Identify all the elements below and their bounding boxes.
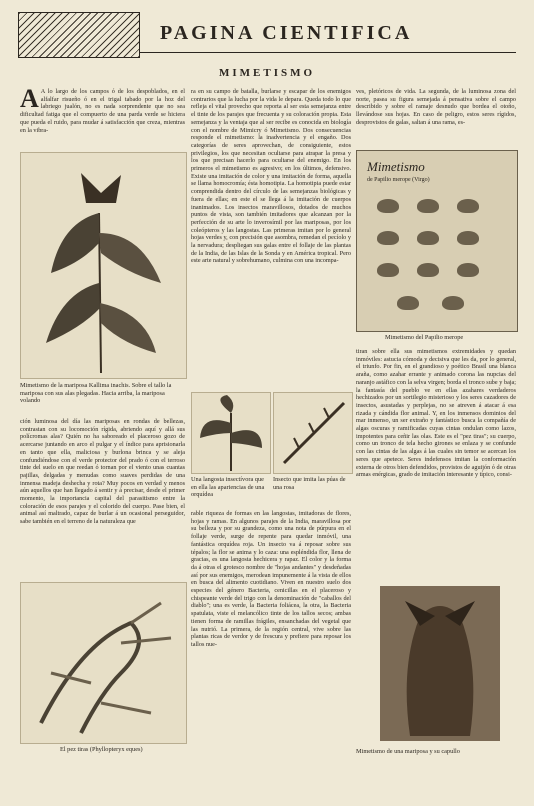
butterfly-icon — [417, 199, 439, 213]
drop-cap: A — [20, 88, 39, 113]
pez-tiras-illustration — [20, 582, 187, 744]
papilio-merope-plate — [356, 150, 518, 332]
column-1-text: A lo largo de los campos ó de los despoblados, en el alfalfar risueño ó en el trigal tabado por la hoz del labriego jualón, no es nada sorprendente que no sea dificultad fatiga que el compuerto de una parda verde se hiciera que pueda el ruido, para mudar á satisfacción que creza, mientras en la vibra- — [20, 88, 185, 134]
butterfly-icon — [397, 296, 419, 310]
butterfly-icon — [377, 231, 399, 245]
column-2-bottom: rable riqueza de formas en las langostas, imitadoras de flores, hojas y ramas. En algunos parajes de la India, maravillosa por su belleza y por su grandeza, como una nota de púrpura en el follaje verde, surge de repente para quedar inmóvil, una fantástica orquídea roja. Un insecto va á reposar sobre sus tépalos; la flor se anima y lo caza: una espléndida flor, llena de gracias, es una langosta hechicera y rapaz. El color y la forma da á otras el grotesco nombre de "hojas andantes" y desdeñadas así por sus enemigos, merodean impunemente á la vista de ellos en busca del alimento cuotidiano. Viven en nuestro suelo dos especies del género Bacteria, cenicillas en el placeroso y chispeante verde del trigo con la denominación de "caballos del diablo"; una es verde, la Bacteria foliácea, la otra, la Bacteria spatulata, viste el melancólico tinte de los tallos secos; ambas tienen forma de ramillas frágiles, ensanchadas del vegetal que las nutrió. La primera, de la región central, vive sobre las plantas ricas de verdor y de frescura y prefiere para reposar los tallos nue- — [191, 510, 351, 648]
column-3-top: ves, pletóricos de vida. La segunda, de la luminosa zona del norte, pasea su figura semejada á pensativa sobre el campo describido y sobre el ramaje desnudo que bordea el otoño, llevándose sus hojas. En caso de peligro, estos seres rígidos, desprovistos de galas, saltan á una rama, es- — [356, 88, 516, 126]
langosta-illustration — [191, 392, 271, 474]
kallima-plant-icon — [21, 153, 186, 378]
butterfly-icon — [457, 199, 479, 213]
seahorse-icon — [21, 583, 186, 743]
caption-kallima: Mimetismo de la mariposa Kallima inachis. Sobre el tallo la mariposa con sus alas plegadas. Hacia arriba, la mariposa volando — [20, 382, 172, 405]
insecto-rosa-illustration — [273, 392, 353, 474]
column-2-top: ra en su campo de batalla, burlarse y escapar de los enemigos contrarios que la lucha por la vida le depara. Queda todo lo que refleja el vital provecho que reporta al ser esta semejanza entre el tinte de los parajes que frecuenta y su coloración propia. Esta semejanza y la ventaja que al ser recibe es conocida en biología con el nombre de Mimicry ó Mimetismo. Dos consecuencias responde el mimetismo: la inadvertencia y el engaño. Dos categorías de seres aprovechan, de consiguiente, estos privilegios, los que necesitan ocultarse para atrapar la presa y los que precisan hacerlo para ocultarse del enemigo. En los primeros el mimetismo es agresivo; en los últimos, defensivo. Existe una imitación de color y una imitación de forma, aquella se llama homocromía; ésta homotipia. La homotipia puede estar comprendida dentro del círculo de las semejanzas biológicas y fuera de ellas; en este el se llega á la imitación de cuerpos inanimados. Los insectos maravillosos, dotados de muchos puntos de vista, son también imitadores que alcanzan por la perfección de su arte lo inverosímil por las mariposas, por los coleópteros y las langostas. Las primeras imitan por lo general hojas verdes y, con precisión que asombra, remedan el pecíolo y la nervadura; despliegan sus galas entre el follaje de las plantas de la India, de las Islas de la Sonda y en América tropical. Pero este arte natural y sobrehumano, culmina con una incompa- — [191, 88, 351, 265]
column-3-middle: tiran sobre ella sus mimetismos extremidades y quedan inmóviles: astucia cómoda y decisiva que les da, por lo general, el triunfo. Por fin, en el grandioso y poético Brasil una blanca araña, como azahar errante y animado corona las nupcias del naranjo astáfico con la selva virgen; borda el tronco sube y baja; la fantasía del pueblo ve en ellas azahares verdaderos hechizados por un sortilegio misterioso y los seres cazadores de insectos, asustadas y perplejas, no se atreven á atacar á esa rizada y cándida flor animal. Y, en los inmensos dominios del mar inmenso, un ser extraño y fantástico busca la compañía de algas oscuras y ramificadas cuyas cintas ondulan como lazos, impotentes para ceñir las olas. Este es el "pez tiras"; su cuerpo, como un tronco de tela hecho girones se enlaza y se confunde con las cintas de las algas á las cuales sin temor se acercan los seres que apetece. Seres indefensos imitan la conformación externa de otros bien defendidos, provistos de aguijón ó de otras armas enérgicas, grado de imitación interesante y típico, consi- — [356, 348, 516, 479]
plate-subtitle: de Papilio merope (Virgo) — [367, 177, 430, 183]
mariposa-capullo-illustration — [380, 586, 500, 741]
caption-langosta: Una langosta insectívora que en ella las apariencias de una orquídea — [191, 476, 265, 499]
thorn-insect-icon — [274, 393, 352, 473]
butterfly-icon — [417, 263, 439, 277]
plate-title: Mimetismo — [367, 159, 425, 174]
caption-mariposa-capullo: Mimetismo de una mariposa y su capullo — [356, 748, 460, 755]
butterfly-icon — [377, 263, 399, 277]
column-1-middle: ción luminosa del día las mariposas en rondas de bellezas, contrastan con su locomoción rígida, abriendo aquí y allá sus polícromas alas? Quién no ha saboreado el placeroso gozo de acercarse juntando en arco el pulgar y el índice para aprisionarla en tanto que ella, maliciosa y burlona brinca y se aleja confundiéndose con el verde protector del prado ó con el terroso tinte del suelo en que reedan ó tornan por el viento unas cuantas pajillas, delgadas y menudas como suaves perdidas de una inmensa madeja deshecha y rota? Muy pocos en verdad y menos aún aquellos que han llegado á sentir y á precisar, desde el primer momento, la importancia capital del parasitismo entre la coloración de esos parajes y el colorido del cuerpo. Pase bien, el animal así maltrado, capaz de burlar á un ocasional perseguidor, sabe también en el terreno de la naturaleza que — [20, 418, 185, 526]
orchid-mantis-icon — [192, 393, 270, 473]
butterfly-icon — [457, 263, 479, 277]
header-rule — [140, 52, 516, 53]
caption-pez-tiras: El pez tiras (Phyllopteryx eques) — [60, 746, 143, 753]
column-1-top — [20, 88, 185, 150]
page-header-title: PAGINA CIENTIFICA — [160, 22, 413, 44]
butterfly-icon — [442, 296, 464, 310]
butterfly-icon — [417, 231, 439, 245]
butterfly-icon — [377, 199, 399, 213]
cocoon-icon — [380, 586, 500, 741]
header-ornament — [18, 12, 140, 58]
butterfly-icon — [457, 231, 479, 245]
article-title: MIMETISMO — [218, 67, 316, 79]
caption-papilio: Mimetismo del Papilio merope — [385, 334, 464, 341]
kallima-illustration — [20, 152, 187, 379]
caption-insecto: Insecto que imita las púas de una rosa — [273, 476, 346, 491]
